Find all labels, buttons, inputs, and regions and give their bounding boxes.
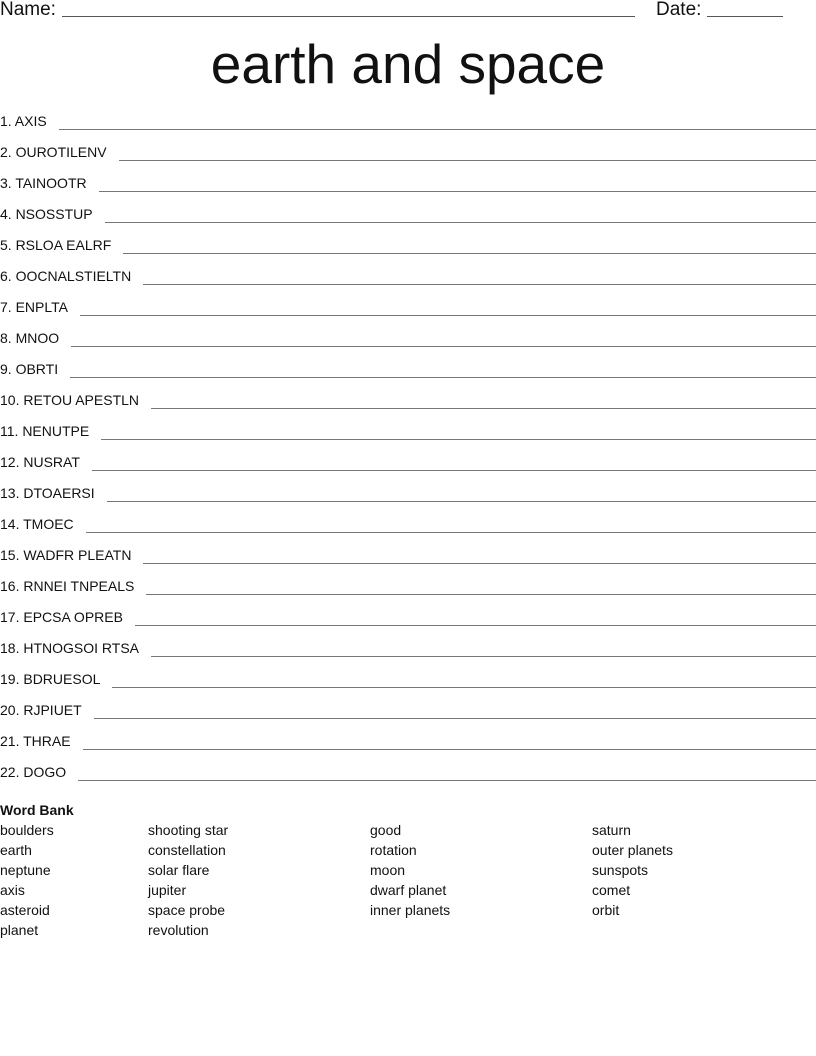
scrambled-word: 18. HTNOGSOI RTSA [0,640,139,656]
scrambled-word: 6. OOCNALSTIELTN [0,268,132,284]
answer-line[interactable] [151,390,816,409]
word-bank-item: earth [0,842,32,858]
answer-line[interactable] [135,607,816,626]
question-row [0,111,816,142]
question-row [0,452,816,483]
word-bank-item: inner planets [370,902,451,918]
word-bank-item: good [370,822,402,838]
question-row [0,173,816,204]
word-bank-item: axis [0,882,25,898]
scrambled-word: 12. NUSRAT [0,454,80,470]
answer-line[interactable] [78,762,816,781]
scrambled-word: 15. WADFR PLEATN [0,547,132,563]
question-row [0,669,816,700]
word-bank-title: Word Bank [0,802,74,818]
answer-line[interactable] [119,142,816,161]
answer-line[interactable] [86,514,816,533]
answer-line[interactable] [71,328,816,347]
header [0,0,816,24]
scrambled-word: 2. OUROTILENV [0,144,107,160]
name-label: Name: [0,0,56,20]
question-row [0,421,816,452]
scrambled-word: 13. DTOAERSI [0,485,95,501]
answer-line[interactable] [80,297,816,316]
name-field-line[interactable] [62,16,635,17]
question-row [0,731,816,762]
answer-line[interactable] [70,359,816,378]
question-row [0,297,816,328]
word-bank-item: outer planets [592,842,673,858]
answer-line[interactable] [83,731,816,750]
question-row [0,204,816,235]
scrambled-word: 10. RETOU APESTLN [0,392,140,408]
word-bank-item: boulders [0,822,54,838]
word-bank-item: saturn [592,822,631,838]
word-bank-item: revolution [148,922,209,938]
question-row [0,390,816,421]
answer-line[interactable] [123,235,816,254]
question-row [0,607,816,638]
answer-line[interactable] [94,700,816,719]
scrambled-word: 21. THRAE [0,733,71,749]
answer-line[interactable] [59,111,816,130]
word-bank-column [0,820,54,940]
word-bank-item: jupiter [148,882,187,898]
answer-line[interactable] [92,452,816,471]
word-bank-item: constellation [148,842,226,858]
word-bank-item: neptune [0,862,51,878]
word-bank [0,820,816,950]
scrambled-word: 20. RJPIUET [0,702,82,718]
question-row [0,700,816,731]
word-bank-item: shooting star [148,822,229,838]
word-bank-column [370,820,450,920]
question-row [0,142,816,173]
question-row [0,576,816,607]
scrambled-word: 22. DOGO [0,764,67,780]
scrambled-word: 4. NSOSSTUP [0,206,93,222]
answer-line[interactable] [101,421,816,440]
answer-line[interactable] [107,483,816,502]
question-row [0,328,816,359]
question-row [0,762,816,793]
answer-line[interactable] [143,266,816,285]
scrambled-word: 7. ENPLTA [0,299,68,315]
word-bank-item: sunspots [592,862,649,878]
word-bank-item: rotation [370,842,417,858]
answer-line[interactable] [151,638,816,657]
question-row [0,638,816,669]
word-bank-item: moon [370,862,406,878]
scrambled-word: 16. RNNEI TNPEALS [0,578,135,594]
word-bank-column [148,820,228,940]
word-bank-item: dwarf planet [370,882,447,898]
answer-line[interactable] [112,669,816,688]
question-row [0,359,816,390]
word-bank-item: planet [0,922,39,938]
scrambled-word: 9. OBRTI [0,361,59,377]
question-row [0,514,816,545]
word-bank-item: space probe [148,902,226,918]
scrambled-word: 11. NENUTPE [0,423,90,439]
word-bank-item: solar flare [148,862,210,878]
answer-line[interactable] [105,204,816,223]
date-label: Date: [656,0,702,20]
question-row [0,483,816,514]
page-title: earth and space [210,33,606,95]
question-list [0,111,816,793]
scrambled-word: 3. TAINOOTR [0,175,87,191]
question-row [0,235,816,266]
scrambled-word: 5. RSLOA EALRF [0,237,112,253]
scrambled-word: 1. AXIS [0,113,47,129]
word-bank-column [592,820,673,920]
answer-line[interactable] [99,173,816,192]
question-row [0,545,816,576]
scrambled-word: 17. EPCSA OPREB [0,609,123,625]
word-bank-item: orbit [592,902,620,918]
scrambled-word: 19. BDRUESOL [0,671,101,687]
scrambled-word: 14. TMOEC [0,516,74,532]
word-bank-item: asteroid [0,902,50,918]
date-field-line[interactable] [707,16,783,17]
answer-line[interactable] [146,576,816,595]
scrambled-word: 8. MNOO [0,330,60,346]
word-bank-item: comet [592,882,631,898]
question-row [0,266,816,297]
answer-line[interactable] [143,545,816,564]
